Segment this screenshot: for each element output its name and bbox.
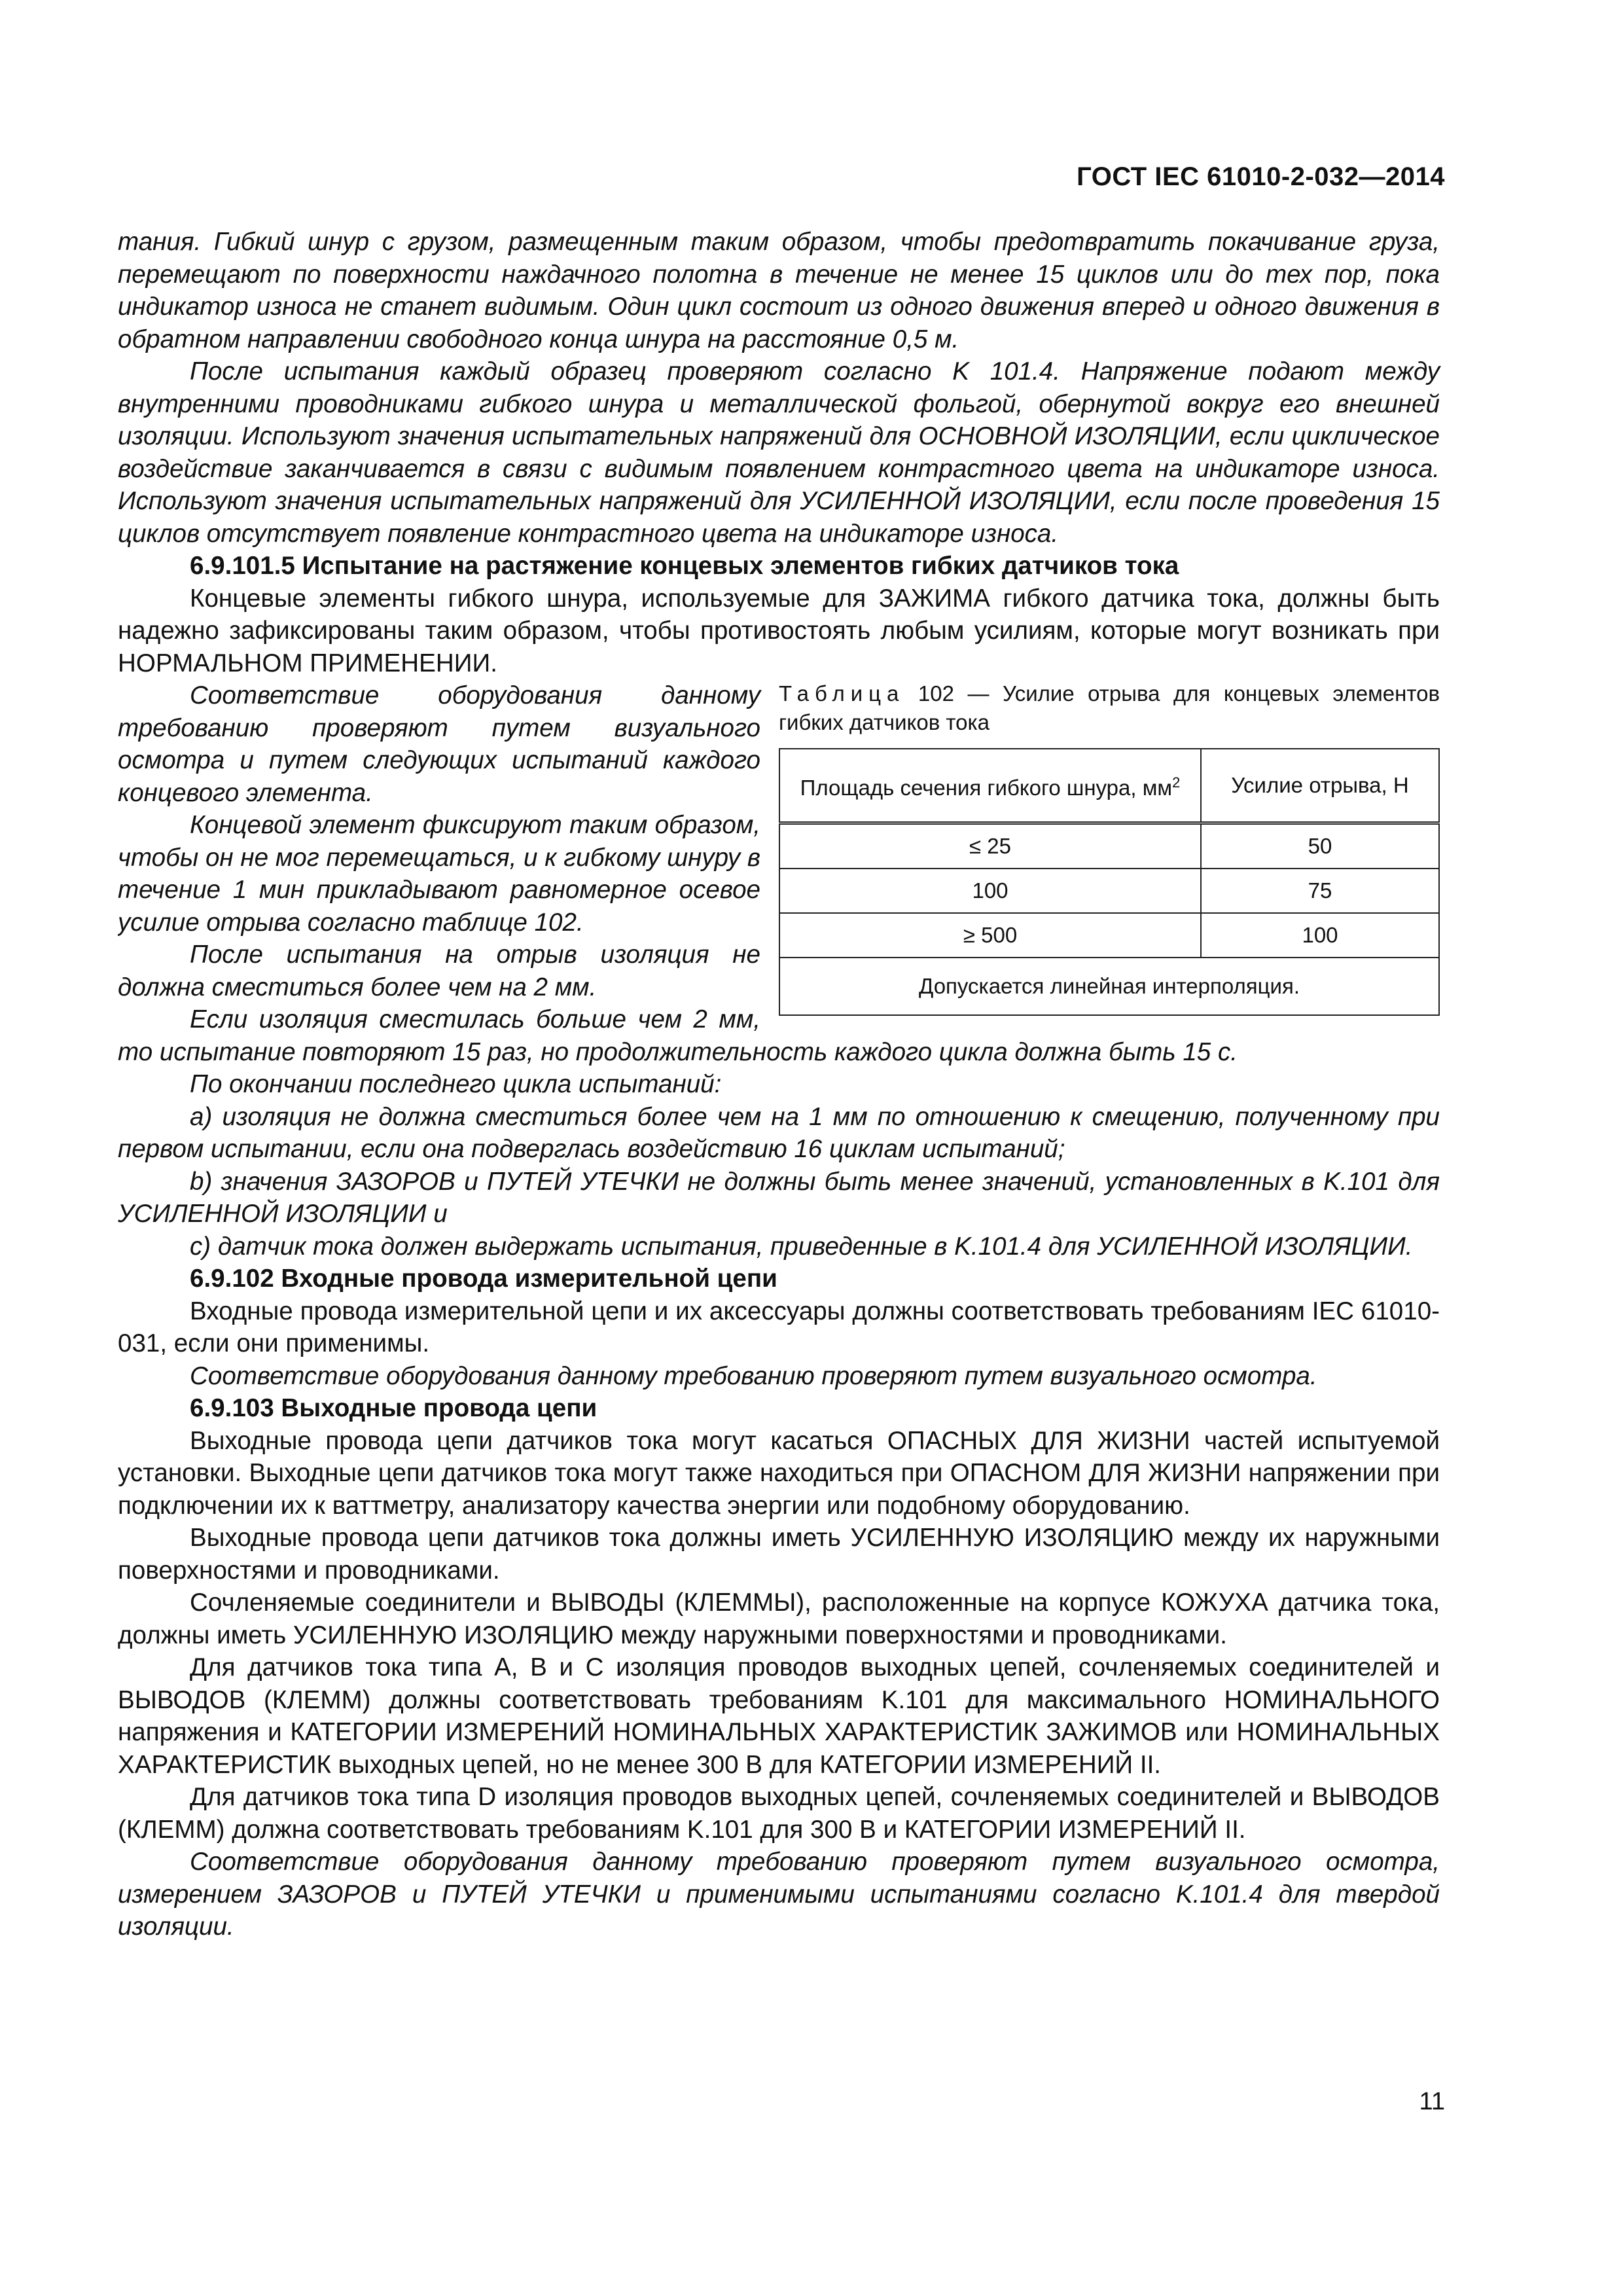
paragraph: Если изоляция сместилась больше чем 2 мм, то испытание повторяют 15 раз, но продолжительность каждого цикла должна быть 15 с. (118, 1005, 1238, 1066)
pull-force-table (779, 748, 1440, 1016)
paragraph: Соответствие оборудования данному требованию проверяют путем визуального осмотра, измерением ЗАЗОРОВ и ПУТЕЙ УТЕЧКИ и применимыми испытаниями согласно K.101.4 для твердой изоляции. (118, 1848, 1440, 1941)
table-header-row (779, 749, 1439, 823)
table-row (779, 869, 1439, 913)
section-heading: 6.9.101.5 Испытание на растяжение концевых элементов гибких датчиков тока (190, 552, 1179, 580)
paragraph: Соответствие оборудования данному требованию проверяют путем визуального осмотра. (190, 1361, 1317, 1390)
paragraph: Выходные провода цепи датчиков тока должны иметь УСИЛЕННУЮ ИЗОЛЯЦИЮ между их наружными поверхностями и проводниками. (118, 1524, 1440, 1585)
table-row (779, 913, 1439, 958)
list-item: b) значения ЗАЗОРОВ и ПУТЕЙ УТЕЧКИ не должны быть менее значений, установленных в K.101 для УСИЛЕННОЙ ИЗОЛЯЦИИ и (118, 1167, 1440, 1228)
table-note-row (779, 958, 1439, 1015)
list-item: a) изоляция не должна сместиться более чем на 1 мм по отношению к смещению, полученному при первом испытании, если она подверглась воздействию 16 циклам испытаний; (118, 1102, 1440, 1163)
table-header-cell: Усилие отрыва, Н (1201, 749, 1439, 823)
superscript: 2 (1172, 774, 1181, 791)
paragraph: тания. Гибкий шнур с грузом, размещенным таким образом, чтобы предотвратить покачивание груза, перемещают по поверхности наждачного полотна в течение не менее 15 циклов или до тех пор, пока индикатор износа не станет видимым. Один цикл состоит из одного движения вперед и одного движения в обратном направлении свободного конца шнура на расстояние 0,5 м. (118, 228, 1440, 353)
table-cell: 50 (1201, 823, 1439, 869)
paragraph: Соответствие оборудования данному требованию проверяют путем визуального осмотра и путем следующих испытаний каждого концевого элемента. (118, 681, 760, 807)
table-cell: ≤ 25 (779, 823, 1201, 869)
table-row (779, 823, 1439, 869)
paragraph: Концевые элементы гибкого шнура, используемые для ЗАЖИМА гибкого датчика тока, должны быть надежно зафиксированы таким образом, чтобы противостоять любым усилиям, которые могут возникать при НОРМАЛЬНОМ ПРИМЕНЕНИИ. (118, 584, 1440, 677)
paragraph: Для датчиков тока типа A, B и C изоляция проводов выходных цепей, сочленяемых соединителей и ВЫВОДОВ (КЛЕММ) должны соответствовать требованиям K.101 для максимального НОМИНАЛЬНОГО напряжения и КАТЕГОРИИ ИЗМЕРЕНИЙ НОМИНАЛЬНЫХ ХАРАКТЕРИСТИК ЗАЖИМОВ или НОМИНАЛЬНЫХ ХАРАКТЕРИСТИК выходных цепей, но не менее 300 В для КАТЕГОРИИ ИЗМЕРЕНИЙ II. (118, 1653, 1440, 1779)
paragraph: Входные провода измерительной цепи и их аксессуары должны соответствовать требованиям IEC 61010-031, если они применимы. (118, 1297, 1440, 1357)
paragraph: Сочленяемые соединители и ВЫВОДЫ (КЛЕММЫ), расположенные на корпусе КОЖУХА датчика тока, должны иметь УСИЛЕННУЮ ИЗОЛЯЦИЮ между наружными поверхностями и проводниками. (118, 1588, 1440, 1649)
paragraph: По окончании последнего цикла испытаний: (190, 1070, 722, 1098)
paragraph: Для датчиков тока типа D изоляция проводов выходных цепей, сочленяемых соединителей и ВЫВОДОВ (КЛЕММ) должна соответствовать требованиям K.101 для 300 В и КАТЕГОРИИ ИЗМЕРЕНИЙ II. (118, 1783, 1440, 1844)
table-caption-text: 102 — Усилие отрыва для концевых элементов гибких датчиков тока (779, 681, 1440, 734)
table-102 (779, 679, 1440, 1016)
document-body (118, 226, 1440, 1943)
table-note: Допускается линейная интерполяция. (779, 958, 1439, 1015)
paragraph: После испытания каждый образец проверяют согласно K 101.4. Напряжение подают между внутренними проводниками гибкого шнура и металлической фольгой, обернутой вокруг его внешней изоляции. Используют значения испытательных напряжений для ОСНОВНОЙ ИЗОЛЯЦИИ, если циклическое воздействие заканчивается в связи с видимым появлением контрастного цвета на индикаторе износа. Используют значения испытательных напряжений для УСИЛЕННОЙ ИЗОЛЯЦИИ, если после проведения 15 циклов отсутствует появление контрастного цвета на индикаторе износа. (118, 357, 1440, 548)
document-header: ГОСТ IEC 61010-2-032—2014 (1077, 162, 1445, 191)
text-with-table (118, 679, 1440, 1068)
section-heading: 6.9.102 Входные провода измерительной цепи (190, 1265, 777, 1293)
table-cell: 100 (1201, 913, 1439, 958)
section-heading: 6.9.103 Выходные провода цепи (190, 1394, 597, 1422)
table-cell: 75 (1201, 869, 1439, 913)
paragraph: Выходные провода цепи датчиков тока могут касаться ОПАСНЫХ ДЛЯ ЖИЗНИ частей испытуемой установки. Выходные цепи датчиков тока могут также находиться при ОПАСНОМ ДЛЯ ЖИЗНИ напряжении при подключении их к ваттметру, анализатору качества энергии или подобному оборудованию. (118, 1426, 1440, 1520)
page-number: 11 (1419, 2088, 1445, 2115)
paragraph: После испытания на отрыв изоляция не должна сместиться более чем на 2 мм. (118, 941, 760, 1001)
table-header-cell: Площадь сечения гибкого шнура, $мм^2$ (779, 749, 1201, 823)
paragraph: Концевой элемент фиксируют таким образом, чтобы он не мог перемещаться, и к гибкому шнуру в течение 1 мин прикладывают равномерное осевое усилие отрыва согласно таблице 102. (118, 811, 760, 937)
table-cell: ≥ 500 (779, 913, 1201, 958)
table-cell: 100 (779, 869, 1201, 913)
table-caption-label: Таблица (779, 681, 905, 706)
list-item: c) датчик тока должен выдержать испытания, приведенные в K.101.4 для УСИЛЕННОЙ ИЗОЛЯЦИИ. (190, 1232, 1413, 1261)
table-caption (779, 679, 1440, 737)
